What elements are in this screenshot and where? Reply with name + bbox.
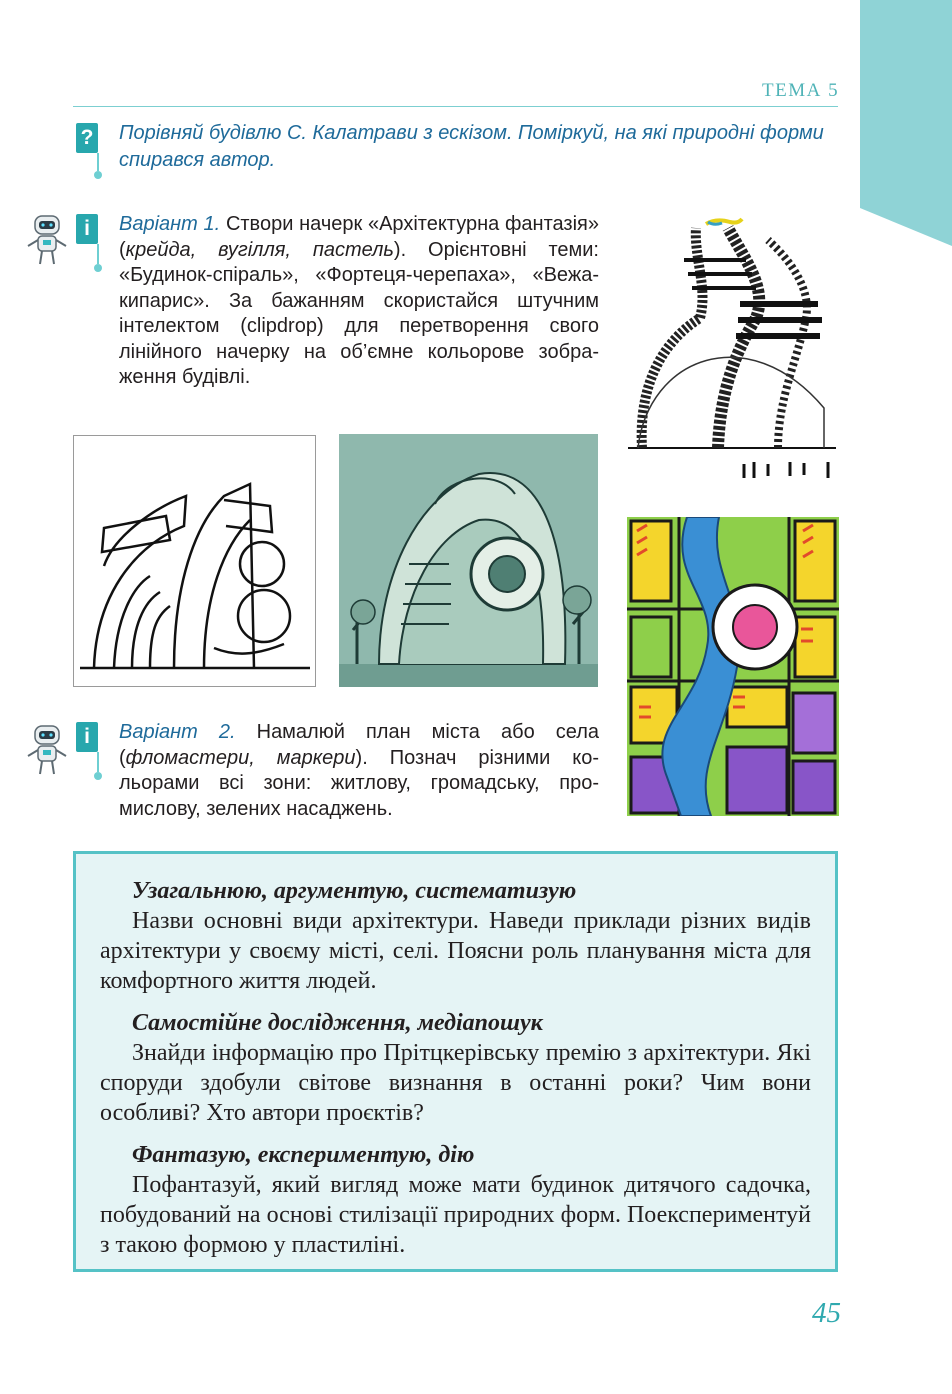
question-text: Порівняй будівлю С. Калатрави з ескізом. Поміркуй, на які природні форми спирався автор. — [119, 122, 824, 171]
summary-box — [73, 851, 838, 1272]
summary-heading-1: Узагальнюю, аргументую, систематизую — [132, 878, 577, 904]
question-mark-icon: ? — [76, 123, 98, 153]
robot-icon — [22, 724, 72, 780]
info-icon: i — [76, 722, 98, 752]
task-1-lead: Варіант 1. — [119, 213, 221, 235]
running-header-topic: ТЕМА 5 — [762, 80, 840, 101]
line-drawing-image — [73, 435, 316, 687]
summary-text-3: Пофантазуй, який вигляд може мати будинок дитячого садочка, побудований на основі стилізації природних форм. Поекспериментуй з такою формою у пластиліні. — [100, 1172, 811, 1258]
summary-heading-2: Самостійне дослідження, медіапошук — [132, 1010, 543, 1036]
task-1-materials: крейда, вугілля, пастель — [125, 238, 394, 261]
task-2-text: Варіант 2. Намалюй план міста або села (фломастери, маркери). Познач різними кольорами всі зони: житлову, громадську, промислову, зелених насаджень. — [119, 721, 600, 820]
task-2-materials: фломастери, маркери — [125, 746, 356, 769]
robot-icon — [22, 214, 72, 270]
summary-block-1 — [100, 876, 811, 996]
corner-tab-decoration — [860, 0, 952, 246]
info-icon: i — [76, 214, 98, 244]
task-2-lead: Варіант 2. — [119, 721, 236, 743]
summary-block-3 — [100, 1140, 811, 1260]
summary-text-1: Назви основні види архітектури. Наведи приклади різних видів архітектури у своєму місті, селі. Поясни роль планування міста для комфортного життя людей. — [100, 908, 811, 994]
header-rule — [73, 106, 838, 107]
summary-block-2 — [100, 1008, 811, 1128]
page-number: 45 — [812, 1297, 841, 1329]
city-plan-image — [627, 517, 839, 816]
question-marker — [76, 123, 100, 179]
calatrava-sketch-image — [628, 208, 836, 483]
task-1-text: Варіант 1. Створи начерк «Архітектурна фантазія» (крейда, вугілля, пастель). Орієнтовні теми: «Будинок-спіраль», «Фортеця-черепаха», «Вежа-кипарис». За бажанням скористайся штучним інтелектом (clipdrop) для перетворення свого лінійного начерку на об’ємне кольорове зображення будівлі. — [119, 213, 600, 388]
summary-heading-3: Фантазую, експериментую, дію — [132, 1142, 475, 1168]
task-2-marker — [76, 722, 100, 780]
summary-text-2: Знайди інформацію про Прітцкерівську премію з архітектури. Які споруди здобули світове визнання в останні роки? Чим вони особливі? Хто автори проєктів? — [100, 1040, 811, 1126]
task-1-marker — [76, 214, 100, 272]
ai-generated-building-image — [339, 434, 598, 687]
